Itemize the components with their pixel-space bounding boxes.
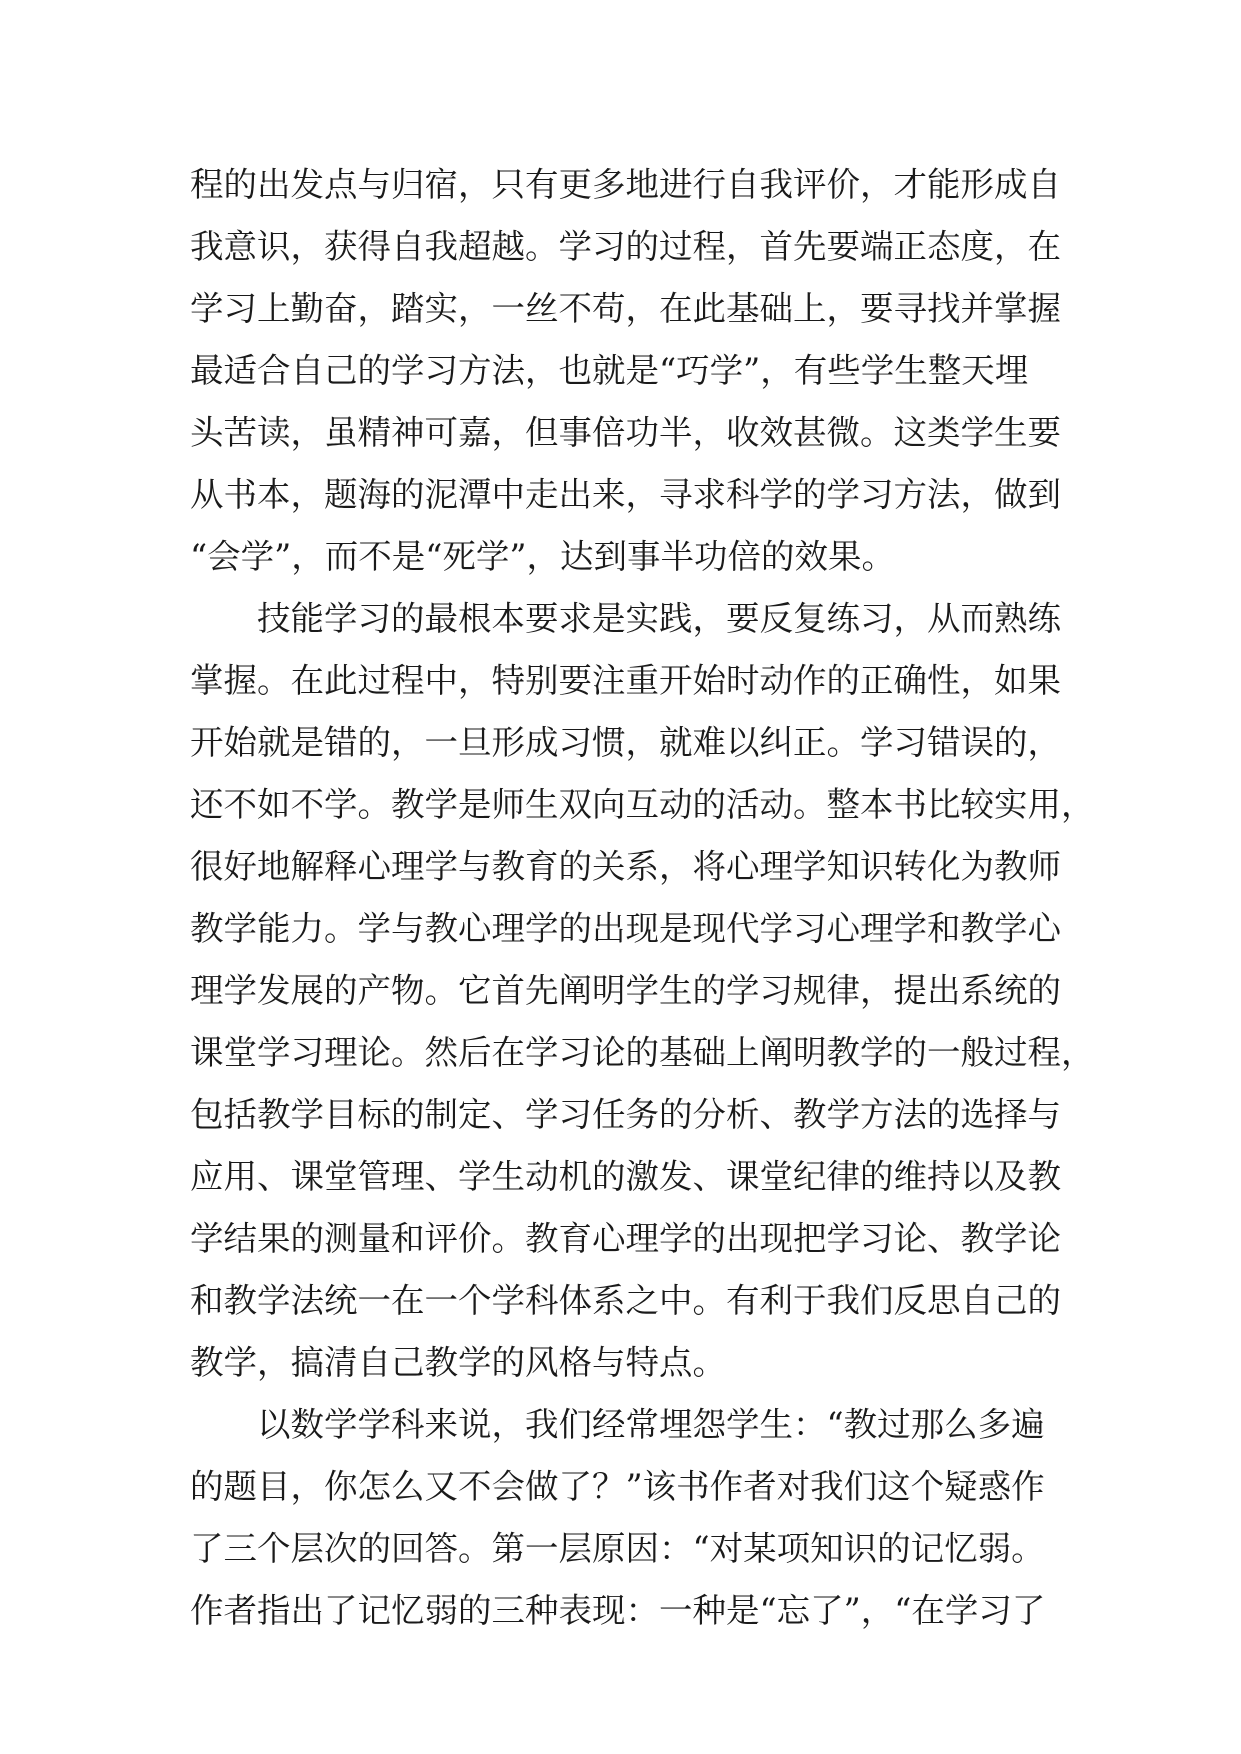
text-line: 最适合自己的学习方法，也就是“巧学”，有些学生整天埋	[190, 351, 1029, 390]
text-line: 很好地解释心理学与教育的关系，将心理学知识转化为教师	[190, 847, 1061, 886]
body-text	[190, 154, 1095, 1642]
text-line: 学结果的测量和评价。教育心理学的出现把学习论、教学论	[190, 1219, 1061, 1258]
text-line: 我意识，获得自我超越。学习的过程，首先要端正态度，在	[190, 227, 1061, 266]
text-line: 掌握。在此过程中，特别要注重开始时动作的正确性，如果	[190, 661, 1061, 700]
text-line: 开始就是错的，一旦形成习惯，就难以纠正。学习错误的，	[190, 723, 1061, 762]
text-line: 还不如不学。教学是师生双向互动的活动。整本书比较实用，	[190, 785, 1095, 824]
text-line: 了三个层次的回答。第一层原因：“对某项知识的记忆弱。	[190, 1529, 1045, 1568]
text-line: 教学能力。学与教心理学的出现是现代学习心理学和教学心	[190, 909, 1061, 948]
text-line: 作者指出了记忆弱的三种表现：一种是“忘了”，“在学习了	[190, 1591, 1046, 1630]
paragraph-first-line: 技能学习的最根本要求是实践，要反复练习，从而熟练	[257, 599, 1061, 638]
text-line: 包括教学目标的制定、学习任务的分析、教学方法的选择与	[190, 1095, 1061, 1134]
text-line: 程的出发点与归宿，只有更多地进行自我评价，才能形成自	[190, 165, 1061, 204]
text-line: 理学发展的产物。它首先阐明学生的学习规律，提出系统的	[190, 971, 1061, 1010]
text-line: 从书本，题海的泥潭中走出来，寻求科学的学习方法，做到	[190, 475, 1061, 514]
text-line: 课堂学习理论。然后在学习论的基础上阐明教学的一般过程，	[190, 1033, 1095, 1072]
text-line: 头苦读，虽精神可嘉，但事倍功半，收效甚微。这类学生要	[190, 413, 1061, 452]
text-line: 应用、课堂管理、学生动机的激发、课堂纪律的维持以及教	[190, 1157, 1061, 1196]
text-line: 学习上勤奋，踏实，一丝不苟，在此基础上，要寻找并掌握	[190, 289, 1061, 328]
paragraph-first-line: 以数学学科来说，我们经常埋怨学生：“教过那么多遍	[257, 1405, 1045, 1444]
text-line: “会学”，而不是“死学”，达到事半功倍的效果。	[190, 537, 896, 576]
text-line: 和教学法统一在一个学科体系之中。有利于我们反思自己的	[190, 1281, 1061, 1320]
text-line: 的题目，你怎么又不会做了？”该书作者对我们这个疑惑作	[190, 1467, 1045, 1506]
text-line: 教学，搞清自己教学的风格与特点。	[190, 1343, 726, 1382]
